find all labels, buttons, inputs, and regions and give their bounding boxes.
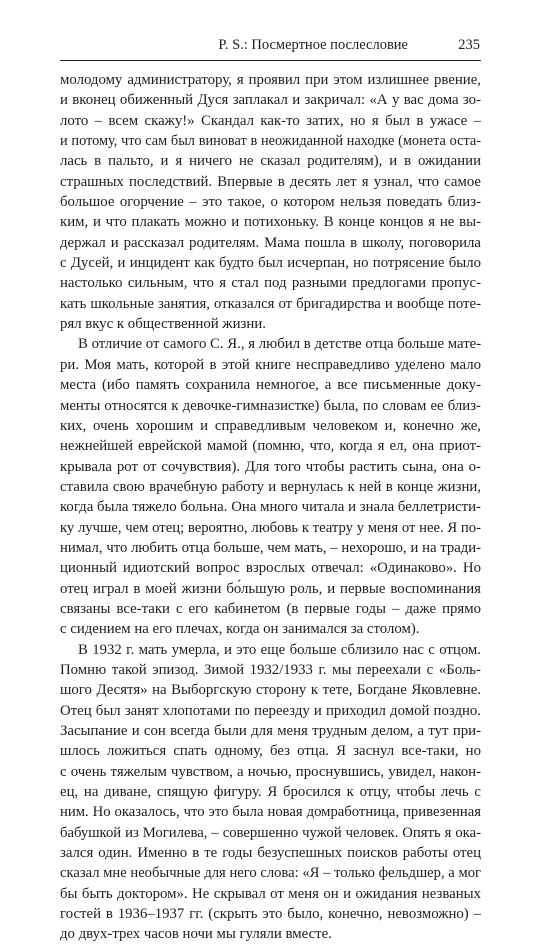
text-line: страшных последствий. Впервые в десять лет я узнал, что самое <box>60 173 481 190</box>
text-line: ким, и что плакать можно и потихоньку. В конце концов я не вы- <box>60 214 481 231</box>
paragraph-3 <box>60 640 481 945</box>
text-line: ких, очень хорошим и справедливым человеком и, конечно же, <box>60 417 481 434</box>
text-line: отец играл в моей жизни бо́льшую роль, и первые воспоминания <box>60 580 481 597</box>
page-number: 235 <box>458 37 480 53</box>
text-line: бы быть доктором». Не скрывал от меня он и ожидания незваных <box>60 885 481 902</box>
text-line: держал и рассказал родителям. Мама пошла в школу, поговорила <box>60 234 481 251</box>
text-line: с Дусей, и инцидент как будто был исчерпан, но потрясение было <box>60 255 481 272</box>
text-line: бабушкой из Могилева, – совершенно чужой человек. Опять я ока- <box>60 824 481 841</box>
text-line: связаны все-таки с его кабинетом (в первые годы – даже прямо <box>60 600 481 617</box>
text-line: зался один. Именно в те годы безуспешных поисков работы отец <box>60 845 481 862</box>
text-line: Засыпание и сон всегда были для меня трудным делом, а тут при- <box>60 723 481 739</box>
text-line: сказал мне необычные для него слова: «Я – только фельдшер, а мог <box>60 865 481 882</box>
text-line: места (ибо память сохранила немногое, а все письменные доку- <box>60 377 481 394</box>
text-line: рял вкус к общественной жизни. <box>60 316 266 333</box>
text-line: кать школьные занятия, отказался от бригадирства и вообще поте- <box>60 295 481 312</box>
text-line: и вконец обиженный Дуся заплакал и закричал: «А у вас дома зо- <box>60 92 481 109</box>
text-line: шлось ложиться спать одному, без отца. Я заснул все-таки, но <box>60 743 481 760</box>
text-line: лото – всем скажу!» Скандал как-то затих, но я был в ужасе – <box>60 112 481 129</box>
running-header <box>60 35 480 57</box>
text-line: до двух-трех часов ночи мы гуляли вместе. <box>60 926 332 943</box>
text-line: настолько сильным, что я стал под разными предлогами пропус- <box>60 275 481 292</box>
text-line: В отличие от самого С. Я., я любил в детстве отца больше мате- <box>78 336 481 353</box>
text-line: ционный идиотский вопрос взрослых отвечал: «Одинаково». Но <box>60 560 481 577</box>
paragraph-1 <box>60 70 481 334</box>
text-line: молодому администратору, я проявил при этом излишнее рвение, <box>60 72 481 88</box>
text-line: когда была тяжело больна. Она много читала и знала беллетристи- <box>60 499 481 516</box>
text-line: с сидением на его плечах, когда он занимался за столом). <box>60 621 420 638</box>
text-line: крывала рот от сочувствия). Для того чтобы растить сына, она о- <box>60 458 481 475</box>
text-line: ри. Моя мать, которой в этой книге несправедливо уделено мало <box>60 356 481 373</box>
text-line: ку лучше, чем отец; вероятно, любовь к театру у меня от нее. Я по- <box>60 519 481 536</box>
header-rule <box>60 60 481 61</box>
text-line: гостей в 1936–1937 гг. (скрыть это было, конечно, невозможно) – <box>60 906 481 923</box>
running-header-title: P. S.: Посмертное послесловие <box>218 37 408 53</box>
text-line: лась в пальто, и я ничего не сказал родителям), и в ожидании <box>60 153 481 170</box>
text-line: Помню такой эпизод. Зимой 1932/1933 г. мы переехали с «Боль- <box>60 661 481 678</box>
text-line: В 1932 г. мать умерла, и это еще больше сблизило нас с отцом. <box>78 641 481 658</box>
text-line: шого Десятя» на Выборгскую сторону к тете, Богдане Яковлевне. <box>60 682 481 699</box>
text-line: нимал, что любить отца больше, чем мать, – нехорошо, и на тради- <box>60 539 481 556</box>
text-line: ним. Но оказалось, что это была новая домработница, привезенная <box>60 804 481 821</box>
text-line: менты относятся к девочке-гимназистке) была, по словам ее близ- <box>60 397 481 414</box>
text-line: нежнейшей еврейской мамой (помню, что, когда я ел, она приот- <box>60 438 481 455</box>
page-body <box>60 70 481 945</box>
text-line: с очень тяжелым чувством, а ночью, проснувшись, увидел, након- <box>60 763 481 780</box>
text-line: Отец был занят хлопотами по переезду и приходил домой поздно. <box>60 702 481 719</box>
text-line: и потому, что сам был виноват в неожиданной находке (монета оста- <box>60 133 481 150</box>
paragraph-2 <box>60 334 481 639</box>
text-line: ец, на диване, спящую фигуру. Я бросился к отцу, чтобы лечь с <box>60 784 481 801</box>
text-line: ставила свою врачебную работу и вернулась к ней в конце жизни, <box>60 478 481 495</box>
text-line: большое огорчение – это такое, о котором нельзя поведать близ- <box>60 194 481 211</box>
